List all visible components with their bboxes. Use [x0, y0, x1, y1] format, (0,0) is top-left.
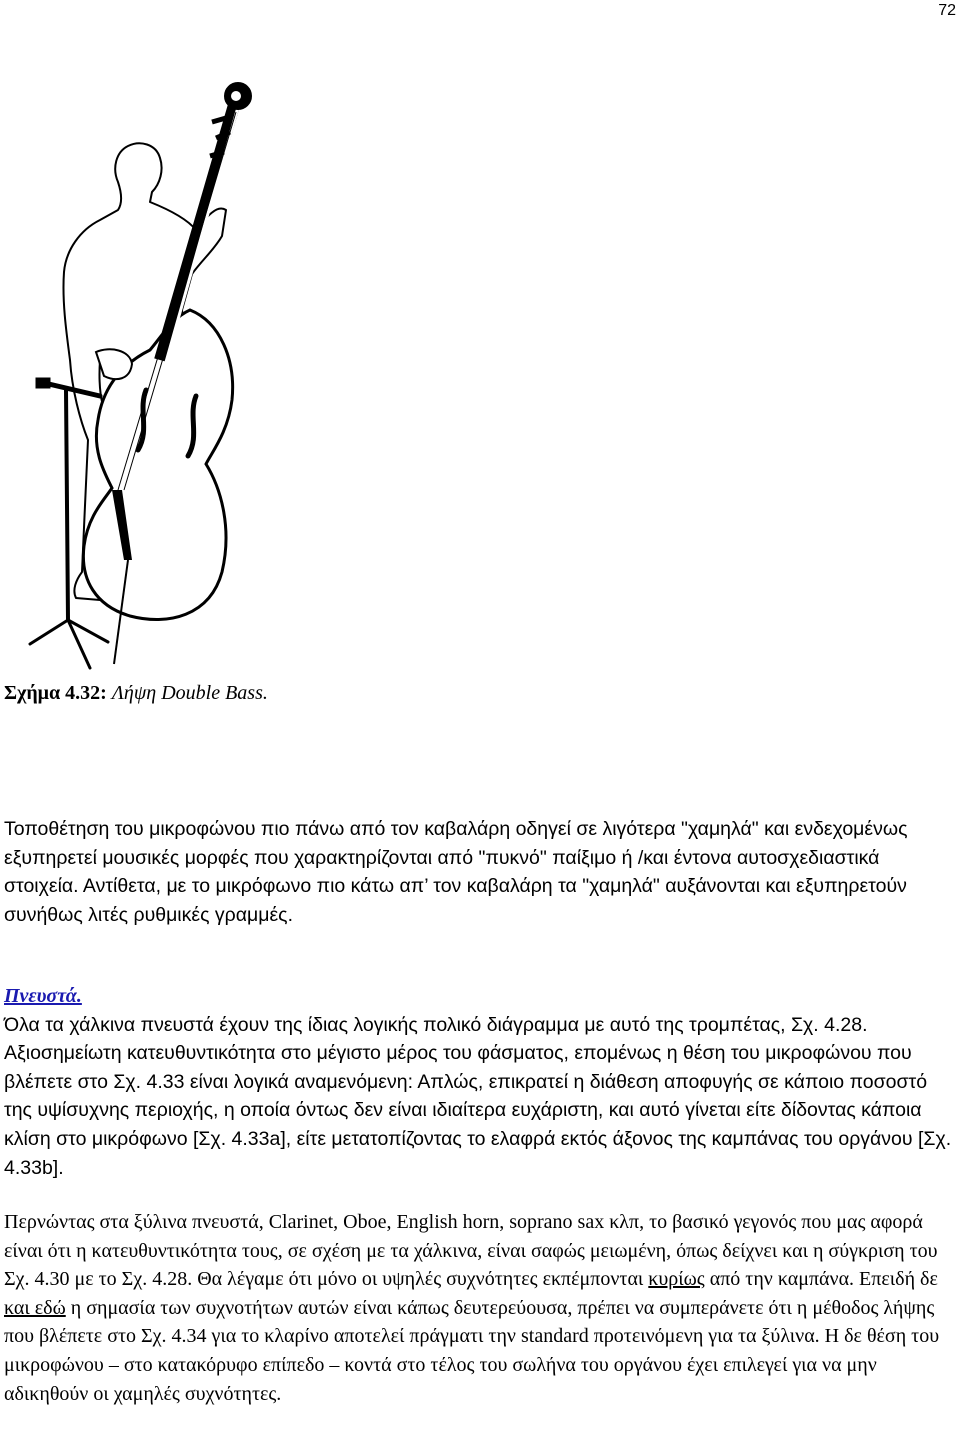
woodwinds-text-part2: από την καμπάνα. Επειδή δε — [704, 1268, 938, 1291]
section-winds — [4, 982, 956, 1182]
winds-heading: Πνευστά. — [4, 985, 82, 1007]
woodwinds-text-part1: Περνώντας στα ξύλινα πνευστά, Clarinet, Oboe, English horn, soprano sax κλπ, το βασικό γεγονός που μας αφορά είναι ότι η κατευθυντικότητα τους, σε σχέση με τα χάλκινα, είναι σαφώς μειωμένη, όπως δείχνει και η σύγκριση του Σχ. 4.30 με το Σχ. 4.28. Θα λέγαμε ότι μόνο οι υψηλές συχνότητες εκπέμπονται — [4, 1211, 938, 1291]
figure-caption — [4, 680, 268, 706]
figure-caption-label: Σχήμα 4.32: — [4, 682, 107, 704]
woodwinds-underline-2: και εδώ — [4, 1296, 66, 1319]
double-bass-illustration — [0, 60, 320, 680]
woodwinds-text-part3: η σημασία των συχνοτήτων αυτών είναι κάπως δευτερεύουσα, πρέπει να συμπεράνετε ότι η μέθοδος λήψης που βλέπετε στο Σχ. 4.34 για το κλαρίνο αποτελεί πράγματι την standard προτεινόμενη για τα ξύλινα. Η δε θέση του μικροφώνου – στο κατακόρυφο επίπεδο – κοντά στο τέλος του σωλήνα του οργάνου έχει επιλεγεί για να μην αδικηθούν οι χαμηλές συχνότητες. — [4, 1296, 940, 1405]
paragraph-microphone-position — [4, 815, 956, 929]
figure-caption-text: Λήψη Double Bass. — [111, 682, 268, 704]
page-number: 72 — [938, 2, 956, 19]
paragraph-1-text: Τοποθέτηση του μικροφώνου πιο πάνω από τον καβαλάρη οδηγεί σε λιγότερα "χαμηλά" και ενδεχομένως εξυπηρετεί μουσικές μορφές που χαρακτηρίζονται από "πυκνό" παίξιμο ή /και έντονα αυτοσχεδιαστικά στοιχεία. Αντίθετα, με το μικρόφωνο πιο κάτω απ’ τον καβαλάρη τα "χαμηλά" αυξάνονται και εξυπηρετούν συνήθως λιτές ρυθμικές γραμμές. — [4, 818, 908, 926]
winds-paragraph: Όλα τα χάλκινα πνευστά έχουν της ίδιας λογικής πολικό διάγραμμα με αυτό της τρομπέτας, Σχ. 4.28. Αξιοσημείωτη κατευθυντικότητα στο μέγιστο μέρος του φάσματος, επομένως η θέση του μικροφώνου που βλέπετε στο Σχ. 4.33 είναι λογικά αναμενόμενη: Απλώς, επικρατεί η διάθεση αποφυγής σε κάποιο ποσοστό της υψίσυχνης περιοχής, η οποία όντως δεν είναι ιδιαίτερα ευχάριστη, και αυτό γίνεται είτε δίδοντας κάποια κλίση στο μικρόφωνο [Σχ. 4.33a], είτε μετατοπίζοντας το ελαφρά εκτός άξονος της καμπάνας του οργάνου [Σχ. 4.33b]. — [4, 1013, 952, 1179]
woodwinds-paragraph — [4, 1208, 956, 1408]
paragraph-woodwinds — [4, 1208, 956, 1408]
woodwinds-underline-1: κυρίως — [648, 1268, 705, 1291]
